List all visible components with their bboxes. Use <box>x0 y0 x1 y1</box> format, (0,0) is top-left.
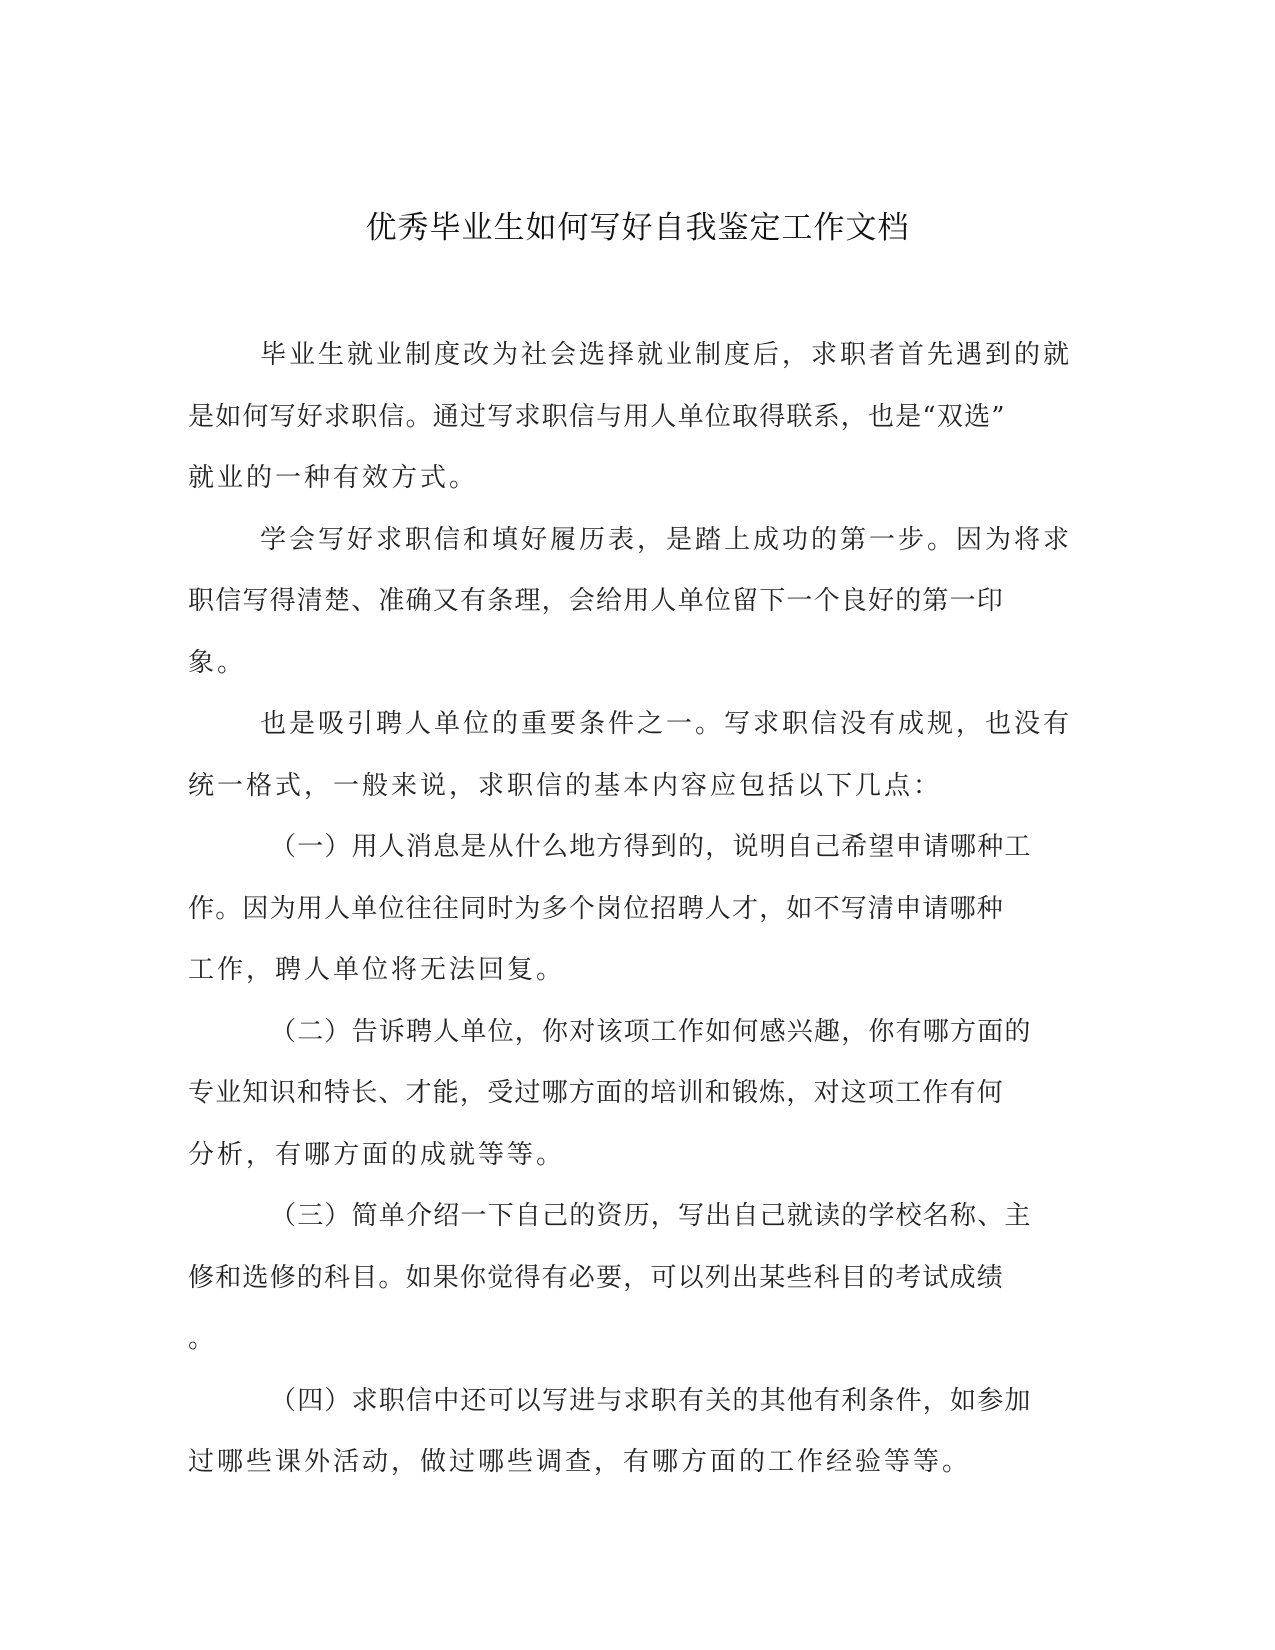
paragraph-line: 。 <box>188 1324 218 1354</box>
paragraph-line: （三）简单介绍一下自己的资历，写出自己就读的学校名称、主 <box>270 1201 1032 1231</box>
paragraph-7 <box>188 1371 1068 1494</box>
paragraph-line: 统一格式，一般来说，求职信的基本内容应包括以下几点： <box>188 770 943 801</box>
paragraph-line: 学会写好求职信和填好履历表，是踏上成功的第一步。因为将求 <box>260 524 1073 555</box>
paragraph-line: 修和选修的科目。如果你觉得有必要，可以列出某些科目的考试成绩 <box>188 1262 1005 1293</box>
paragraph-3 <box>188 694 1073 817</box>
paragraph-line: 职信写得清楚、准确又有条理，会给用人单位留下一个良好的第一印 <box>188 586 1005 616</box>
document-title: 优秀毕业生如何写好自我鉴定工作文档 <box>365 210 910 246</box>
paragraph-line: 是如何写好求职信。通过写求职信与用人单位取得联系，也是“双选” <box>188 401 1006 432</box>
paragraph-line: 分析，有哪方面的成就等等。 <box>188 1139 566 1170</box>
paragraph-6 <box>188 1186 1068 1371</box>
paragraph-line: 就业的一种有效方式。 <box>188 463 479 493</box>
paragraph-line: 作。因为用人单位往往同时为多个岗位招聘人才，如不写清申请哪种 <box>188 893 1005 924</box>
document-body <box>188 325 1073 1494</box>
paragraph-line: 专业知识和特长、才能，受过哪方面的培训和锻炼，对这项工作有何 <box>188 1078 1005 1108</box>
paragraph-4 <box>188 817 1068 1002</box>
paragraph-2 <box>188 510 1073 695</box>
paragraph-line: （四）求职信中还可以写进与求职有关的其他有利条件，如参加 <box>270 1385 1032 1416</box>
paragraph-line: 毕业生就业制度改为社会选择就业制度后，求职者首先遇到的就 <box>260 340 1073 370</box>
paragraph-line: （二）告诉聘人单位，你对该项工作如何感兴趣，你有哪方面的 <box>270 1016 1032 1047</box>
paragraph-line: 工作，聘人单位将无法回复。 <box>188 955 566 985</box>
paragraph-1 <box>188 325 1073 510</box>
paragraph-line: 过哪些课外活动，做过哪些调查，有哪方面的工作经验等等。 <box>188 1447 972 1477</box>
paragraph-line: （一）用人消息是从什么地方得到的，说明自己希望申请哪种工 <box>270 832 1032 862</box>
paragraph-line: 象。 <box>188 647 247 678</box>
paragraph-line: 也是吸引聘人单位的重要条件之一。写求职信没有成规，也没有 <box>260 709 1073 739</box>
paragraph-5 <box>188 1002 1068 1187</box>
